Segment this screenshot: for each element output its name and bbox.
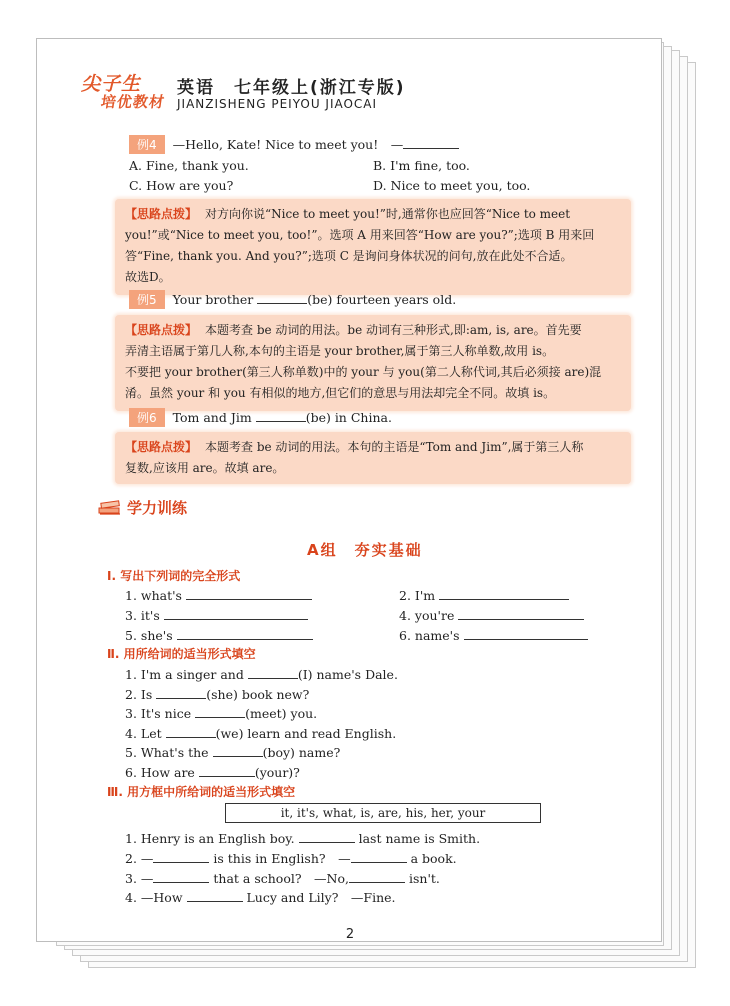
logo-top-text: 尖子生 bbox=[81, 73, 142, 95]
answer-blank[interactable] bbox=[186, 586, 312, 600]
logo-bottom-text: 培优教材 bbox=[99, 93, 167, 111]
exercise-item bbox=[125, 606, 308, 623]
option: D. Nice to meet you, too. bbox=[373, 178, 531, 193]
item-text: 4. —How bbox=[125, 890, 183, 905]
example-tag: 例5 bbox=[129, 290, 165, 309]
item-text: 2. I'm bbox=[399, 588, 436, 603]
exercise-item bbox=[125, 704, 317, 721]
answer-blank[interactable] bbox=[248, 665, 298, 679]
tip-line: you!”或“Nice to meet you, too!”。选项 A 用来回答“How are you?”;选项 B 用来回 bbox=[125, 228, 595, 242]
item-text: (boy) name? bbox=[262, 745, 341, 760]
example-text: —Hello, Kate! Nice to meet you! — bbox=[172, 137, 404, 152]
answer-blank[interactable] bbox=[439, 586, 569, 600]
answer-blank[interactable] bbox=[403, 135, 459, 149]
tip-line: 答“Fine, thank you. And you?”;选项 C 是询问身体状况的问句,放在此处不合适。 bbox=[125, 249, 573, 263]
item-text: 1. I'm a singer and bbox=[125, 667, 244, 682]
example-text: (be) in China. bbox=[305, 410, 392, 425]
tip-box bbox=[115, 199, 631, 295]
item-text: 2. Is bbox=[125, 687, 153, 702]
answer-blank[interactable] bbox=[156, 685, 206, 699]
tip-line: 不要把 your brother(第三人称单数)中的 your 与 you(第二人称代词,其后必须接 are)混 bbox=[125, 365, 602, 379]
exercise-item bbox=[125, 888, 396, 906]
example-5-stem bbox=[129, 290, 456, 309]
example-tag: 例4 bbox=[129, 135, 165, 154]
book-subtitle: JIANZISHENG PEIYOU JIAOCAI bbox=[177, 97, 378, 111]
answer-blank[interactable] bbox=[164, 606, 308, 620]
item-text: 6. name's bbox=[399, 628, 460, 643]
tip-box bbox=[115, 432, 631, 484]
exercise-item bbox=[399, 586, 569, 603]
item-text: Lucy and Lily? —Fine. bbox=[246, 890, 396, 905]
item-text: 4. you're bbox=[399, 608, 455, 623]
exercise-item bbox=[125, 586, 312, 603]
exercise-item bbox=[125, 849, 457, 867]
item-text: (meet) you. bbox=[245, 706, 318, 721]
answer-blank[interactable] bbox=[166, 724, 216, 738]
word-box: it, it's, what, is, are, his, her, your bbox=[225, 803, 541, 823]
tip-label: 【思路点拨】 bbox=[125, 207, 198, 221]
answer-blank[interactable] bbox=[153, 849, 209, 863]
example-tag: 例6 bbox=[129, 408, 165, 427]
item-text: 1. what's bbox=[125, 588, 182, 603]
item-text: 1. Henry is an English boy. bbox=[125, 831, 295, 846]
item-text: 6. How are bbox=[125, 765, 195, 780]
answer-blank[interactable] bbox=[187, 888, 243, 902]
example-text: Tom and Jim bbox=[172, 410, 252, 425]
answer-blank[interactable] bbox=[177, 626, 313, 640]
exercise-item bbox=[125, 724, 396, 741]
exercise-item bbox=[125, 829, 480, 846]
example-text: Your brother bbox=[172, 292, 254, 307]
book-title: 英语 七年级上(浙江专版) bbox=[177, 78, 406, 98]
item-text: 5. she's bbox=[125, 628, 173, 643]
tip-line: 本题考查 be 动词的用法。本句的主语是“Tom and Jim”,属于第三人称 bbox=[205, 440, 584, 454]
tip-line: 弄清主语属于第几人称,本句的主语是 your brother,属于第三人称单数,故用 is。 bbox=[125, 344, 555, 358]
item-text: 3. It's nice bbox=[125, 706, 192, 721]
tip-box bbox=[115, 315, 631, 411]
answer-blank[interactable] bbox=[213, 743, 263, 757]
item-text: (I) name's Dale. bbox=[297, 667, 398, 682]
example-4-stem bbox=[129, 135, 459, 154]
exercise-item bbox=[125, 626, 313, 643]
part-title: Ⅲ. 用方框中所给词的适当形式填空 bbox=[107, 785, 296, 799]
exercise-item bbox=[125, 685, 309, 702]
item-text: 3. it's bbox=[125, 608, 160, 623]
item-text: 2. — bbox=[125, 851, 154, 866]
tip-line: 故选D。 bbox=[125, 270, 171, 284]
answer-blank[interactable] bbox=[256, 408, 306, 422]
option: B. I'm fine, too. bbox=[373, 158, 470, 173]
answer-blank[interactable] bbox=[195, 704, 245, 718]
exercise-item bbox=[125, 869, 440, 887]
answer-blank[interactable] bbox=[299, 829, 355, 843]
example-text: (be) fourteen years old. bbox=[307, 292, 457, 307]
item-text: that a school? —No, bbox=[213, 871, 349, 886]
exercise-item bbox=[125, 665, 398, 682]
exercise-item bbox=[399, 626, 588, 643]
item-text: last name is Smith. bbox=[358, 831, 481, 846]
answer-blank[interactable] bbox=[257, 290, 307, 304]
tip-label: 【思路点拨】 bbox=[125, 323, 198, 337]
item-text: a book. bbox=[410, 851, 457, 866]
item-text: (she) book new? bbox=[206, 687, 310, 702]
option: C. How are you? bbox=[129, 178, 234, 193]
book-page bbox=[36, 38, 662, 942]
answer-blank[interactable] bbox=[153, 869, 209, 883]
answer-blank[interactable] bbox=[199, 763, 255, 777]
item-text: isn't. bbox=[408, 871, 440, 886]
item-text: (we) learn and read English. bbox=[215, 726, 397, 741]
answer-blank[interactable] bbox=[464, 626, 588, 640]
page-number: 2 bbox=[345, 927, 355, 942]
exercise-item bbox=[125, 763, 300, 780]
item-text: is this in English? — bbox=[213, 851, 351, 866]
item-text: 5. What's the bbox=[125, 745, 209, 760]
item-text: 4. Let bbox=[125, 726, 162, 741]
answer-blank[interactable] bbox=[349, 869, 405, 883]
tip-line: 本题考查 be 动词的用法。be 动词有三种形式,即:am, is, are。首先要 bbox=[205, 323, 582, 337]
answer-blank[interactable] bbox=[458, 606, 584, 620]
section-title: 学力训练 bbox=[127, 499, 188, 517]
item-text: 3. — bbox=[125, 871, 154, 886]
exercise-item bbox=[399, 606, 584, 623]
tip-line: 复数,应该用 are。故填 are。 bbox=[125, 461, 285, 475]
tip-line: 淆。虽然 your 和 you 有相似的地方,但它们的意思与用法却完全不同。故填 is。 bbox=[125, 386, 556, 400]
option: A. Fine, thank you. bbox=[129, 158, 249, 173]
example-6-stem bbox=[129, 408, 392, 427]
tip-line: 对方向你说“Nice to meet you!”时,通常你也应回答“Nice to meet bbox=[205, 207, 571, 221]
exercise-item bbox=[125, 743, 340, 760]
answer-blank[interactable] bbox=[351, 849, 407, 863]
part-title: Ⅰ. 写出下列词的完全形式 bbox=[107, 569, 241, 583]
books-icon bbox=[97, 497, 123, 521]
item-text: (your)? bbox=[254, 765, 300, 780]
part-title: Ⅱ. 用所给词的适当形式填空 bbox=[107, 647, 256, 661]
group-title: A组 夯实基础 bbox=[307, 541, 423, 559]
tip-label: 【思路点拨】 bbox=[125, 440, 198, 454]
